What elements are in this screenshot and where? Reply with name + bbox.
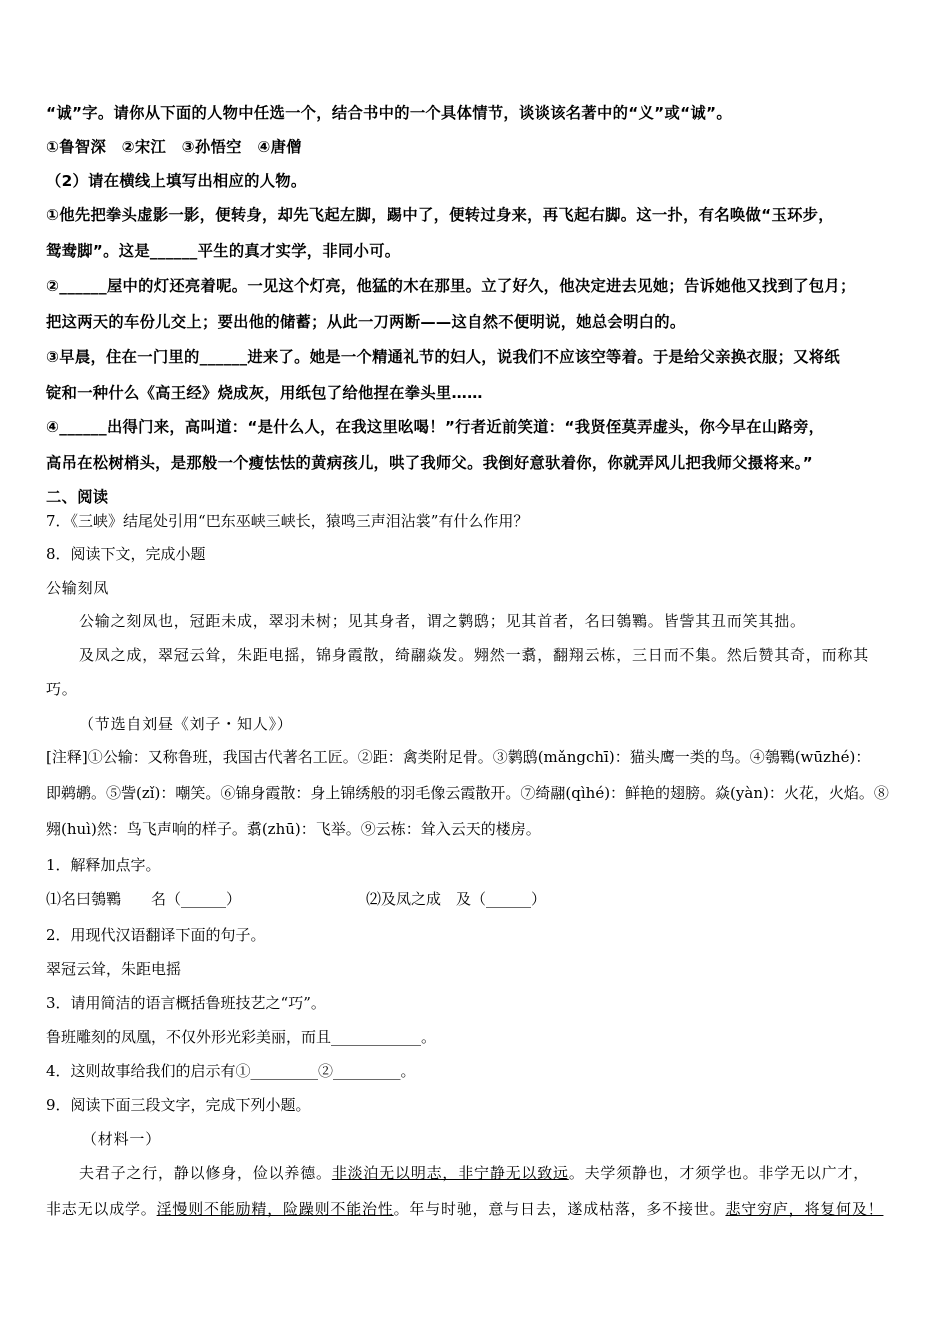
passage-2-line-1: ②______屋中的灯还亮着呢。一见这个灯亮，他猛的木在那里。立了好久，他决定进去见她；告诉她他又找到了包月； <box>46 277 856 295</box>
passage-4-line-1: ④______出得门来，高叫道：“是什么人，在我这里吆喝！”行者近前笑道：“我贤侄莫弄虚头，你今早在山路旁， <box>46 418 825 436</box>
subquestion-3: 3．请用简洁的语言概括鲁班技艺之“巧”。 <box>46 994 326 1012</box>
annotation-line-2: 即鹈鹕。⑤訾(zǐ)：嘲笑。⑥锦身霞散：身上锦绣般的羽毛像云霞散开。⑦绮翮(qìhé)：鲜艳的翅膀。焱(yàn)：火花，火焰。⑧ <box>46 784 889 802</box>
q6-part2-instruction: （2）请在横线上填写出相应的人物。 <box>46 172 307 190</box>
passage-4-line-2: 高吊在松树梢头，是那般一个瘦怯怯的黄病孩儿，哄了我师父。我倒好意驮着你，你就弄风儿把我师父摄将来。” <box>46 454 813 472</box>
material-1-label: （材料一） <box>82 1130 162 1148</box>
classical-text-para-2: 及凤之成，翠冠云耸，朱距电摇，锦身霞散，绮翮焱发。翙然一翥，翻翔云栋，三日而不集。然后赞其奇，而称其 <box>79 646 870 664</box>
annotation-line-3: 翙(huì)然：鸟飞声响的样子。翥(zhū)：飞举。⑨云栋：耸入云天的楼房。 <box>46 820 541 838</box>
subquestion-1a: ⑴名曰鴮鸅 名（______） <box>46 890 242 908</box>
underlined-phrase: 悲守穷庐，将复何及！ <box>725 1200 884 1218</box>
material-1-text: 非志无以成学。 <box>46 1200 157 1218</box>
section-heading-reading: 二、阅读 <box>46 488 109 506</box>
classical-text-para-1: 公输之刻凤也，冠距未成，翠羽未树；见其身者，谓之鹲鸱；见其首者，名曰鴮鸅。皆訾其丑而笑其拙。 <box>79 612 806 630</box>
question-8: 8．阅读下文，完成小题 <box>46 545 206 563</box>
character-options: ①鲁智深 ②宋江 ③孙悟空 ④唐僧 <box>46 138 302 156</box>
material-1-text: 。年与时驰，意与日去，遂成枯落，多不接世。 <box>393 1200 726 1218</box>
question-9: 9．阅读下面三段文字，完成下列小题。 <box>46 1096 311 1114</box>
annotation-line-1: [注释]①公输：又称鲁班，我国古代著名工匠。②距：禽类附足骨。③鹲鸱(mǎngchī)：猫头鹰一类的鸟。④鴮鸅(wūzhé)： <box>46 748 871 766</box>
underlined-phrase: 淫慢则不能励精，险躁则不能治性 <box>156 1200 394 1218</box>
question-7: 7．《三峡》结尾处引用“巴东巫峡三峡长，猿鸣三声泪沾裳”有什么作用？ <box>46 512 529 530</box>
material-1-text: 夫君子之行，静以修身，俭以养德。 <box>79 1164 332 1182</box>
passage-3-line-1: ③早晨，住在一门里的______进来了。她是一个精通礼节的妇人，说我们不应该空等着。于是给父亲换衣服；又将纸 <box>46 348 840 366</box>
subquestion-1: 1．解释加点字。 <box>46 856 161 874</box>
subquestion-2: 2．用现代汉语翻译下面的句子。 <box>46 926 266 944</box>
passage-2-line-2: 把这两天的车份儿交上；要出他的储蓄；从此一刀两断——这自然不便明说，她总会明白的。 <box>46 313 686 331</box>
q6-prompt-continued: “诚”字。请你从下面的人物中任选一个，结合书中的一个具体情节，谈谈该名著中的“义”或“诚”。 <box>46 104 732 122</box>
underlined-phrase: 非淡泊无以明志，非宁静无以致远 <box>331 1164 569 1182</box>
subquestion-1b: ⑵及凤之成 及（______） <box>366 890 547 908</box>
passage-3-line-2: 锭和一种什么《高王经》烧成灰，用纸包了给他捏在拳头里…… <box>46 384 483 402</box>
material-1-text: 。夫学须静也，才须学也。非学无以广才， <box>568 1164 870 1182</box>
subquestion-3-fill: 鲁班雕刻的凤凰，不仅外形光彩美丽，而且____________。 <box>46 1028 437 1046</box>
material-1-line-2 <box>46 1198 883 1219</box>
subquestion-4: 4．这则故事给我们的启示有①_________②_________。 <box>46 1062 416 1080</box>
passage-1-line-1: ①他先把拳头虚影一影，便转身，却先飞起左脚，踢中了，便转过身来，再飞起右脚。这一扑，有名唤做“玉环步， <box>46 206 834 224</box>
passage-source: （节选自刘昼《刘子・知人》） <box>79 715 293 733</box>
passage-title: 公输刻凤 <box>46 579 110 597</box>
passage-1-line-2: 鸳鸯脚”。这是______平生的真才实学，非同小可。 <box>46 242 401 260</box>
subquestion-2-sentence: 翠冠云耸，朱距电摇 <box>46 960 182 978</box>
classical-text-para-2-end: 巧。 <box>46 680 78 698</box>
material-1-line-1 <box>79 1162 869 1183</box>
